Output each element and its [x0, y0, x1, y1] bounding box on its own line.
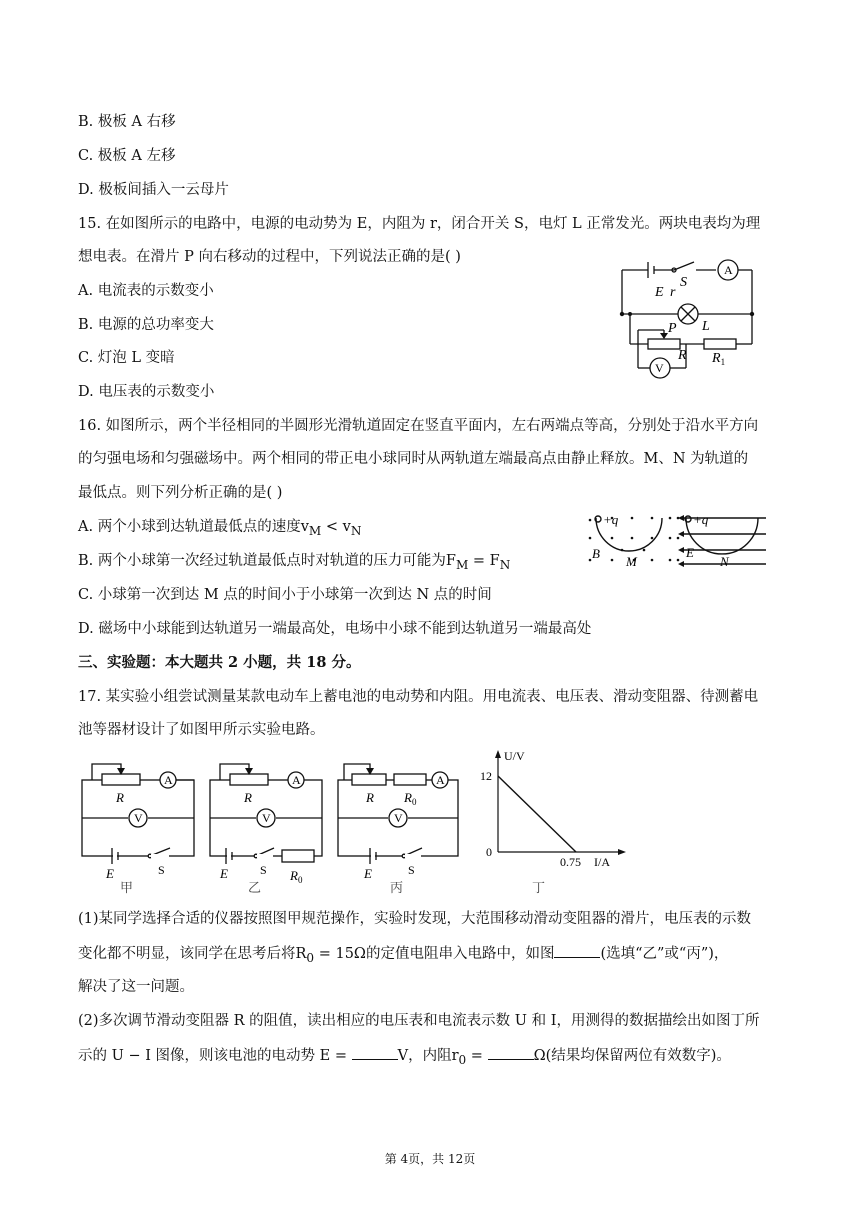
bing-rheostat-label: R: [366, 790, 374, 805]
slider-p-label: P: [668, 321, 677, 336]
ui-graph-ylabel: U/V: [504, 749, 525, 763]
emf-e-label: E: [655, 285, 664, 300]
q16-stem-line1: 16. 如图所示，两个半径相同的半圆形光滑轨道固定在竖直平面内，左右两端点等高，分别处于沿水平方向: [78, 418, 759, 434]
lowest-point-n-label: N: [720, 554, 729, 569]
q16-stem-line2: 的匀强电场和匀强磁场中。两个相同的带正电小球同时从两轨道左端最高点由静止释放。M、N 为轨道的: [78, 451, 749, 467]
q17-part2-line2: 示的 U − I 图像，则该电池的电动势 E = V，内阻$r_0 = \Omega$(结果均保留两位有效数字)。: [78, 1045, 731, 1070]
q17-part1-line1: (1)某同学选择合适的仪器按照图甲规范操作，实验时发现，大范围移动滑动变阻器的滑片，电压表的示数: [78, 911, 752, 927]
ui-graph-tick-0: 0: [486, 845, 492, 859]
caption-jia: 甲: [120, 880, 134, 895]
jia-voltmeter-label: V: [134, 811, 143, 825]
switch-s-label: S: [680, 275, 687, 290]
q15-circuit-figure: [600, 258, 770, 383]
q15-option-c: C. 灯泡 L 变暗: [78, 350, 175, 366]
jia-rheostat-label: R: [116, 790, 124, 805]
q16-option-a: A. 两个小球到达轨道最低点的速度$v_M < v_N$: [78, 519, 362, 538]
magnetic-field-b-label: B: [592, 546, 600, 561]
answer-blank-emf[interactable]: [352, 1045, 398, 1060]
ui-graph: [480, 749, 626, 869]
q14-option-c: C. 极板 A 左移: [78, 148, 176, 164]
q16-stem-line3: 最低点。则下列分析正确的是( ): [78, 485, 283, 501]
voltmeter-v-label: V: [655, 361, 664, 375]
q15-option-b: B. 电源的总功率变大: [78, 317, 214, 333]
jia-switch-label: S: [158, 863, 165, 877]
bing-switch-label: S: [408, 863, 415, 877]
q17-part2-line1: (2)多次调节滑动变阻器 R 的阻值，读出相应的电压表和电流表示数 U 和 I，用测得的数据描绘出如图丁所: [78, 1013, 760, 1029]
bing-voltmeter-label: V: [394, 811, 403, 825]
jia-ammeter-label: A: [164, 773, 173, 787]
ui-graph-xlabel: I/A: [594, 855, 610, 869]
q17-circuits-figure: [76, 746, 636, 896]
yi-ammeter-label: A: [292, 773, 301, 787]
yi-rheostat-label: R: [244, 790, 252, 805]
caption-bing: 丙: [390, 880, 404, 895]
ui-data-line: [498, 776, 576, 852]
q17-part1-line2: 变化都不明显，该同学在思考后将$R_0 = 15\Omega$的定值电阻串入电路中，如图 (选填“乙”或“丙”)，: [78, 943, 728, 968]
yi-switch-label: S: [260, 863, 267, 877]
electric-field-e-label: E: [686, 545, 694, 560]
rheostat-r-label: R: [678, 348, 687, 363]
q16-option-c: C. 小球第一次到达 M 点的时间小于小球第一次到达 N 点的时间: [78, 587, 492, 603]
q14-option-d: D. 极板间插入一云母片: [78, 182, 229, 198]
ui-graph-tick-12: 12: [480, 769, 492, 783]
answer-blank-1[interactable]: [554, 943, 600, 958]
answer-blank-resistance[interactable]: [488, 1045, 534, 1060]
q16-charge-left: +q: [603, 512, 619, 527]
yi-voltmeter-label: V: [262, 811, 271, 825]
caption-yi: 乙: [248, 880, 262, 895]
jia-emf-label: E: [106, 866, 114, 881]
yi-emf-label: E: [220, 866, 228, 881]
caption-ding: 丁: [532, 880, 546, 895]
q15-stem-line2: 想电表。在滑片 P 向右移动的过程中，下列说法正确的是( ): [78, 249, 461, 265]
internal-r-label: r: [670, 285, 676, 300]
q17-stem-line2: 池等器材设计了如图甲所示实验电路。: [78, 722, 325, 738]
lamp-l-label: L: [702, 319, 710, 334]
q16-option-d: D. 磁场中小球能到达轨道另一端最高处，电场中小球不能到达轨道另一端最高处: [78, 621, 592, 637]
bing-emf-label: E: [364, 866, 372, 881]
ui-graph-tick-075: 0.75: [560, 855, 581, 869]
yi-r0-label: $R_0$: [290, 868, 303, 885]
q16-option-b: B. 两个小球第一次经过轨道最低点时对轨道的压力可能为$F_M = F_N$: [78, 553, 511, 572]
bing-ammeter-label: A: [436, 773, 445, 787]
q16-track-figure: [586, 506, 771, 572]
q17-part1-line3: 解决了这一问题。: [78, 979, 194, 995]
bing-r0-label: $R_0$: [404, 790, 417, 807]
section-3-heading: 三、实验题：本大题共 2 小题，共 18 分。: [78, 654, 361, 671]
q15-option-d: D. 电压表的示数变小: [78, 384, 215, 400]
q15-stem-line1: 15. 在如图所示的电路中，电源的电动势为 E，内阻为 r，闭合开关 S，电灯 L 正常发光。两块电表均为理: [78, 216, 761, 232]
ammeter-a-label: A: [724, 263, 733, 277]
lowest-point-m-label: M: [626, 554, 637, 569]
resistor-r1-label: $R_1$: [712, 351, 726, 367]
page-footer: 第 4页，共 12页: [384, 1152, 476, 1166]
q14-option-b: B. 极板 A 右移: [78, 114, 176, 130]
q17-stem-line1: 17. 某实验小组尝试测量某款电动车上蓄电池的电动势和内阻。用电流表、电压表、滑动变阻器、待测蓄电: [78, 689, 759, 705]
q15-option-a: A. 电流表的示数变小: [78, 283, 214, 299]
q16-charge-right: +q: [693, 512, 709, 527]
